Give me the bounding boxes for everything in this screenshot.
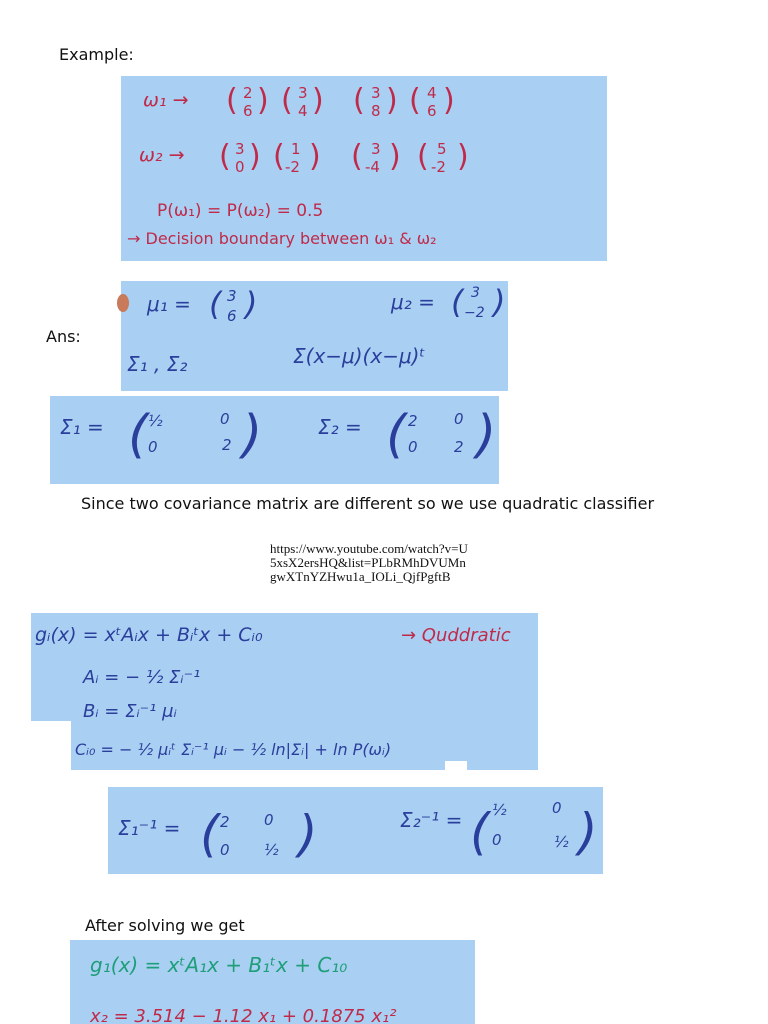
svg-text:4: 4	[298, 102, 308, 120]
svg-text:2: 2	[220, 813, 230, 831]
link-line-2[interactable]: 5xsX2ersHQ&list=PLbRMhDVUMn	[270, 555, 466, 570]
svg-text:(: (	[209, 285, 222, 323]
svg-text:0: 0	[492, 831, 502, 849]
prior-text: P(ω₁) = P(ω₂) = 0.5	[157, 201, 324, 221]
svg-text:0: 0	[264, 811, 274, 829]
svg-text:): )	[443, 83, 455, 118]
svg-text:3: 3	[371, 84, 381, 102]
svg-text:3: 3	[235, 140, 245, 158]
covariance-whiteboard-image	[50, 396, 499, 484]
link-line-3[interactable]: gwXTnYZHwu1a_IOLi_QjfPgftB	[270, 569, 451, 584]
example-label: Example:	[59, 45, 134, 64]
svg-text:): )	[257, 83, 269, 118]
covariance-formula: Σ(x−μ)(x−μ)ᵗ	[293, 344, 426, 368]
covariance-note: Since two covariance matrix are different so we use quadratic classifier	[81, 494, 655, 513]
w2-label: ω₂ →	[139, 144, 185, 166]
svg-text:6: 6	[243, 102, 253, 120]
c-formula: Cᵢ₀ = − ½ μᵢᵗ Σᵢ⁻¹ μᵢ − ½ ln|Σᵢ| + ln P(ωᵢ)	[75, 740, 392, 759]
svg-text:): )	[457, 139, 469, 174]
svg-text:): )	[298, 805, 318, 863]
ans-label: Ans:	[46, 327, 81, 346]
after-solving-label: After solving we get	[85, 916, 245, 935]
svg-text:-2: -2	[431, 158, 446, 176]
svg-text:6: 6	[427, 102, 437, 120]
svg-text:0: 0	[552, 799, 562, 817]
svg-text:Σ₁⁻¹ =: Σ₁⁻¹ =	[118, 816, 181, 840]
svg-text:1: 1	[291, 140, 301, 158]
svg-text:0: 0	[220, 841, 230, 859]
g-formula: gᵢ(x) = xᵗAᵢx + Bᵢᵗx + Cᵢ₀	[35, 624, 263, 646]
svg-text:2: 2	[222, 436, 232, 454]
svg-text:): )	[312, 83, 324, 118]
svg-text:3: 3	[471, 285, 480, 301]
svg-text:0: 0	[408, 438, 418, 456]
svg-text:0: 0	[235, 158, 245, 176]
svg-text:): )	[578, 803, 598, 861]
svg-text:): )	[249, 139, 261, 174]
svg-text:2: 2	[408, 412, 418, 430]
svg-text:(: (	[128, 405, 149, 465]
svg-text:(: (	[226, 83, 238, 118]
svg-text:): )	[476, 405, 497, 465]
svg-text:): )	[245, 285, 258, 323]
svg-text:½: ½	[554, 833, 569, 851]
svg-text:(: (	[470, 803, 490, 861]
svg-text:½: ½	[264, 841, 279, 859]
means-whiteboard-image	[121, 281, 508, 391]
svg-text:μ₁ =: μ₁ =	[147, 292, 191, 316]
svg-text:Σ₂⁻¹ =: Σ₂⁻¹ =	[400, 808, 463, 832]
g1-formula: g₁(x) = xᵗA₁x + B₁ᵗx + C₁₀	[90, 953, 348, 977]
boundary-result: x₂ = 3.514 − 1.12 x₁ + 0.1875 x₁²	[90, 1006, 397, 1024]
svg-text:5: 5	[437, 140, 447, 158]
quadratic-note: → Quddratic	[401, 625, 511, 646]
svg-text:): )	[386, 83, 398, 118]
sigma-pair: Σ₁ , Σ₂	[127, 352, 188, 376]
svg-text:0: 0	[454, 410, 464, 428]
svg-text:(: (	[386, 405, 407, 465]
svg-text:): )	[242, 405, 263, 465]
svg-text:0: 0	[220, 410, 230, 428]
problem-whiteboard-image	[121, 76, 607, 261]
svg-text:2: 2	[454, 438, 464, 456]
svg-text:(: (	[409, 83, 421, 118]
svg-text:(: (	[353, 83, 365, 118]
discriminant-whiteboard-image	[31, 613, 538, 770]
svg-text:3: 3	[371, 140, 381, 158]
w1-label: ω₁ →	[143, 89, 189, 111]
svg-text:Σ₂ =: Σ₂ =	[318, 415, 362, 439]
svg-text:−2: −2	[464, 305, 485, 321]
svg-text:): )	[493, 283, 506, 321]
task-text: → Decision boundary between ω₁ & ω₂	[127, 229, 437, 248]
svg-text:): )	[389, 139, 401, 174]
svg-text:(: (	[417, 139, 429, 174]
svg-text:(: (	[219, 139, 231, 174]
link-line-1[interactable]: https://www.youtube.com/watch?v=U	[270, 541, 468, 556]
youtube-link[interactable]	[270, 541, 505, 584]
svg-text:-2: -2	[285, 158, 300, 176]
svg-text:(: (	[273, 139, 285, 174]
svg-text:-4: -4	[365, 158, 380, 176]
svg-text:): )	[309, 139, 321, 174]
b-formula: Bᵢ = Σᵢ⁻¹ μᵢ	[83, 701, 177, 722]
svg-text:2: 2	[243, 84, 253, 102]
a-formula: Aᵢ = − ½ Σᵢ⁻¹	[83, 667, 201, 688]
inverse-whiteboard-image	[108, 787, 603, 874]
svg-text:μ₂ =: μ₂ =	[391, 290, 435, 314]
svg-text:½: ½	[148, 412, 163, 430]
svg-text:(: (	[451, 283, 464, 321]
svg-text:8: 8	[371, 102, 381, 120]
svg-text:(: (	[200, 805, 220, 863]
svg-text:½: ½	[492, 801, 507, 819]
svg-text:(: (	[351, 139, 363, 174]
svg-text:0: 0	[148, 438, 158, 456]
svg-text:3: 3	[298, 84, 308, 102]
svg-text:(: (	[281, 83, 293, 118]
svg-text:6: 6	[227, 307, 237, 325]
svg-text:4: 4	[427, 84, 437, 102]
result-whiteboard-image	[70, 940, 475, 1024]
svg-text:Σ₁ =: Σ₁ =	[60, 415, 104, 439]
svg-text:3: 3	[227, 287, 237, 305]
